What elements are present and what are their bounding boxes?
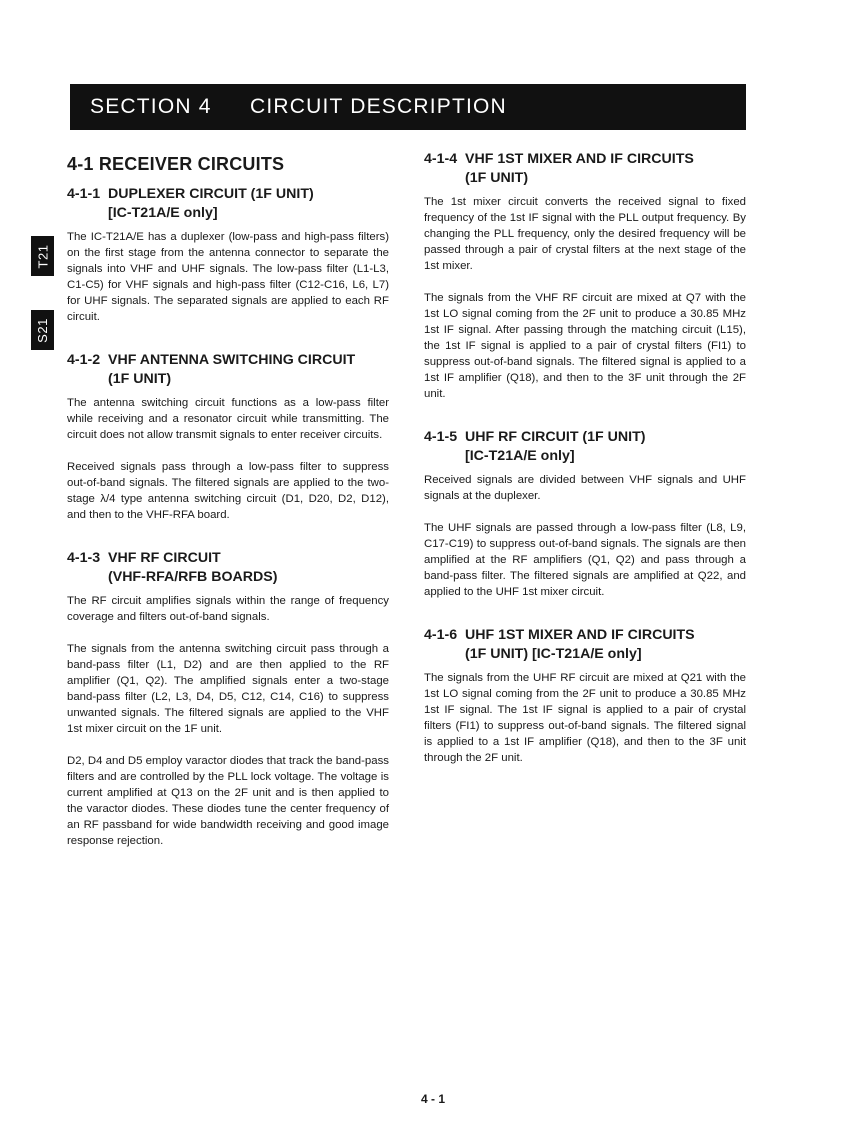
paragraph: The IC-T21A/E has a duplexer (low-pass and high-pass filters) on the first stage from the antenna connector to separate the signals into VHF and UHF signals. The low-pass filter (L1-L3, C1-C5) for VHF signals and high-pass filter (C12-C16, L6, L7) for UHF signals. The separated signals are applied to each RF circuit.	[67, 231, 389, 323]
section-number: SECTION 4	[90, 95, 212, 118]
paragraph: Received signals are divided between VHF signals and UHF signals at the duplexer.	[424, 474, 746, 502]
subsection-title-line1: UHF 1ST MIXER AND IF CIRCUITS	[465, 627, 695, 643]
paragraph: The RF circuit amplifies signals within the range of frequency coverage and filters out-of-band signals.	[67, 595, 389, 623]
subsection-number: 4-1-6	[424, 627, 458, 643]
subsection-heading	[424, 626, 746, 664]
subsection-title-line2: (1F UNIT) [IC-T21A/E only]	[465, 646, 642, 662]
subsection-number: 4-1-5	[424, 429, 458, 445]
subsection-vhf-1st-mixer	[424, 150, 746, 402]
subsection-title-line1: VHF 1ST MIXER AND IF CIRCUITS	[465, 151, 694, 167]
paragraph: The UHF signals are passed through a low-pass filter (L8, L9, C17-C19) to suppress out-of-band signals. The signals are then amplified at the RF amplifiers (Q1, Q2) and pass through a band-pass filter. The filtered signals are amplified at Q22, and applied to the UHF 1st mixer circuit.	[424, 522, 746, 598]
section-header-banner	[70, 84, 746, 130]
subsection-heading	[424, 150, 746, 188]
subsection-heading	[67, 351, 389, 389]
paragraph: Received signals pass through a low-pass filter to suppress out-of-band signals. The filtered signals are applied to the two-stage λ/4 type antenna switching circuit (D1, D20, D2, D12), and then to the VHF-RFA board.	[67, 461, 389, 521]
subsection-duplexer	[67, 185, 389, 325]
paragraph: The signals from the UHF RF circuit are mixed at Q21 with the 1st LO signal coming from the 2F unit to produce a 30.85 MHz 1st IF signal. The 1st IF signal is applied to a pair of crystal filters (FI1) to suppress out-of-band signals. The filtered signal is applied to a 1st IF amplifier (Q18), and then to the 3F unit through the 2F unit.	[424, 672, 746, 764]
subsection-title-line2: (VHF-RFA/RFB BOARDS)	[108, 569, 278, 585]
paragraph: The antenna switching circuit functions as a low-pass filter while receiving and a resonator circuit while transmitting. The circuit does not allow transmit signals to enter receiver circuits.	[67, 397, 389, 441]
subsection-heading	[67, 185, 389, 223]
receiver-circuits-heading: 4-1 RECEIVER CIRCUITS	[67, 154, 285, 174]
subsection-number: 4-1-2	[67, 352, 101, 368]
paragraph: The signals from the VHF RF circuit are mixed at Q7 with the 1st LO signal coming from the 2F unit to produce a 30.85 MHz 1st IF signal. After passing through the matching circuit (L15), the 1st IF signal is applied to a pair of crystal filters (FI1) to suppress out-of-band signals. The filtered signal is applied to a 1st IF amplifier (Q18), and then to the 3F unit through the 2F unit.	[424, 292, 746, 400]
subsection-vhf-antenna-switching	[67, 351, 389, 523]
subsection-vhf-rf-circuit	[67, 549, 389, 849]
right-column	[424, 150, 746, 792]
paragraph: The 1st mixer circuit converts the received signal to fixed frequency of the 1st IF signal with the PLL output frequency. By changing the PLL frequency, only the desired frequency will be passed through a pair of crystal filters at the next stage of the 1st mixer.	[424, 196, 746, 272]
side-tab-label: T21	[35, 244, 50, 268]
left-column	[67, 150, 389, 875]
subsection-title-line1: VHF ANTENNA SWITCHING CIRCUIT	[108, 352, 356, 368]
subsection-number: 4-1-1	[67, 186, 101, 202]
side-tab-s21	[31, 310, 54, 350]
subsection-number: 4-1-4	[424, 151, 458, 167]
subsection-title-line1: DUPLEXER CIRCUIT (1F UNIT)	[108, 186, 314, 202]
subsection-heading	[424, 428, 746, 466]
subsection-heading	[67, 549, 389, 587]
page-number: 4 - 1	[420, 1092, 445, 1106]
side-tab-t21	[31, 236, 54, 276]
subsection-number: 4-1-3	[67, 550, 101, 566]
subsection-title-line2: [IC-T21A/E only]	[108, 205, 218, 221]
subsection-title-line2: (1F UNIT)	[465, 170, 529, 186]
paragraph: D2, D4 and D5 employ varactor diodes that track the band-pass filters and are controlled by the PLL lock voltage. The voltage is current amplified at Q13 on the 2F unit and is then applied to the varactor diodes. These diodes tune the center frequency of an RF passband for wide bandwidth receiving and good image response rejection.	[67, 755, 389, 847]
paragraph: The signals from the antenna switching circuit pass through a band-pass filter (L1, D2) and are then applied to the RF amplifier (Q1, Q2). The amplified signals enter a two-stage band-pass filter (L2, L3, D4, D5, C12, C14, C16) to suppress unwanted signals. The filtered signals are applied to the VHF 1st mixer circuit on the 1F unit.	[67, 643, 389, 735]
subsection-title-line1: VHF RF CIRCUIT	[108, 550, 221, 566]
subsection-uhf-rf-circuit	[424, 428, 746, 600]
subsection-uhf-1st-mixer	[424, 626, 746, 766]
subsection-title-line1: UHF RF CIRCUIT (1F UNIT)	[465, 429, 646, 445]
subsection-title-line2: [IC-T21A/E only]	[465, 448, 575, 464]
subsection-title-line2: (1F UNIT)	[108, 371, 172, 387]
section-title: CIRCUIT DESCRIPTION	[250, 95, 507, 118]
side-tab-label: S21	[35, 317, 51, 343]
